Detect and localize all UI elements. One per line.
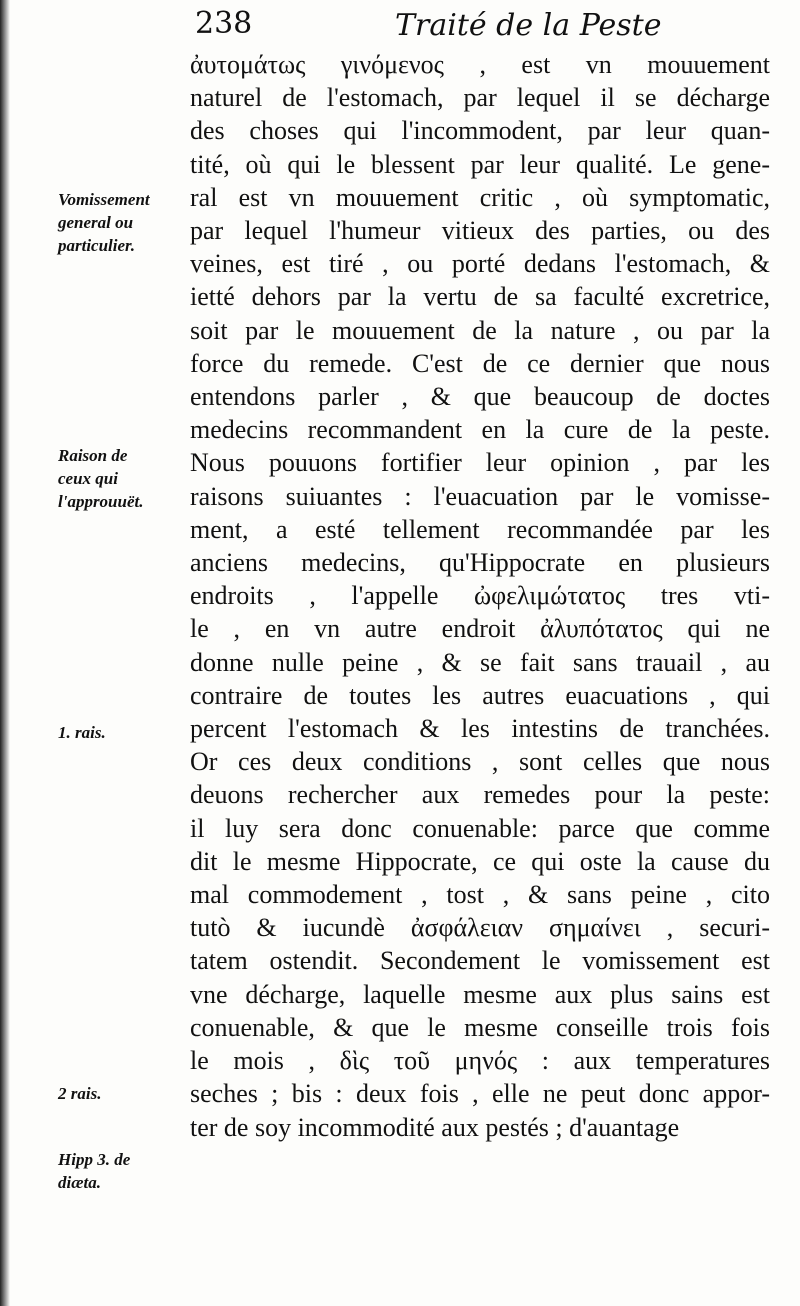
text-line: mal commodement , tost , & sans peine , cito (190, 880, 770, 910)
text-line: Nous pouuons fortifier leur opinion , par les (190, 448, 770, 478)
text-line: vne décharge, laquelle mesme aux plus sains est (190, 979, 770, 1009)
page-header (195, 6, 795, 46)
text-line: medecins recommandent en la cure de la peste. (190, 415, 770, 445)
text-line: veines, est tiré , ou porté dedans l'estomach, & (190, 249, 770, 279)
text-line: le , en vn autre endroit ἀλυπότατος qui ne (190, 614, 770, 644)
margin-note-line: diæta. (58, 1173, 101, 1192)
text-line: conuenable, & que le mesme conseille trois fois (190, 1012, 770, 1042)
text-line: ietté dehors par la vertu de sa faculté excretrice, (190, 282, 770, 312)
text-line: entendons parler , & que beaucoup de doctes (190, 382, 770, 412)
text-line: tité, où qui le blessent par leur qualité. Le gene- (190, 149, 770, 179)
margin-note (58, 188, 183, 257)
page-gutter-shadow (0, 0, 10, 1306)
text-line: donne nulle peine , & se fait sans trauail , au (190, 647, 770, 677)
margin-note-line: l'approuuët. (58, 492, 144, 511)
text-line: percent l'estomach & les intestins de tranchées. (190, 714, 770, 744)
text-line: endroits , l'appelle ὠφελιμώτατος tres vti- (190, 581, 770, 611)
margin-note-line: 2 rais. (58, 1084, 102, 1103)
text-line: ter de soy incommodité aux pestés ; d'auantage (190, 1112, 680, 1142)
text-line: naturel de l'estomach, par lequel il se décharge (190, 83, 770, 113)
text-line: le mois , δὶς τοῦ μηνός : aux temperatures (190, 1046, 770, 1076)
text-line: force du remede. C'est de ce dernier que nous (190, 348, 770, 378)
margin-note-line: Hipp 3. de (58, 1150, 131, 1169)
text-line: par lequel l'humeur vitieux des parties, ou des (190, 216, 770, 246)
text-line: contraire de toutes les autres euacuations , qui (190, 680, 770, 710)
margin-note (58, 444, 183, 513)
margin-note-line: Raison de (58, 446, 128, 465)
margin-note-line: Vomissement (58, 190, 150, 209)
text-line: ral est vn mouuement critic , où symptomatic, (190, 182, 770, 212)
margin-note-line: 1. rais. (58, 723, 106, 742)
text-line: Or ces deux conditions , sont celles que nous (190, 747, 770, 777)
text-line: raisons suiuantes : l'euacuation par le vomisse- (190, 481, 770, 511)
margin-note-line: ceux qui (58, 469, 118, 488)
text-line: ment, a esté tellement recommandée par les (190, 514, 770, 544)
text-line: deuons rechercher aux remedes pour la peste: (190, 780, 770, 810)
text-line: des choses qui l'incommodent, par leur quan- (190, 116, 770, 146)
margin-note (58, 721, 183, 744)
text-line: ἀυτομάτως γινόμενος , est vn mouuement (190, 50, 770, 79)
text-line: soit par le mouuement de la nature , ou par la (190, 315, 770, 345)
text-line: dit le mesme Hippocrate, ce qui oste la cause du (190, 846, 770, 876)
text-line: anciens medecins, qu'Hippocrate en plusieurs (190, 548, 770, 578)
margin-note (58, 1148, 183, 1194)
text-line: seches ; bis : deux fois , elle ne peut donc appor- (190, 1079, 770, 1109)
body-text (190, 48, 770, 1144)
text-line: tutò & iucundè ἀσφάλειαν σημαίνει , securi- (190, 913, 770, 943)
running-title: Traité de la Peste (395, 8, 662, 43)
margin-note-line: general ou (58, 213, 134, 232)
margin-note (58, 1082, 183, 1105)
margin-note-line: particulier. (58, 236, 135, 255)
text-line: tatem ostendit. Secondement le vomissement est (190, 946, 770, 976)
text-line: il luy sera donc conuenable: parce que comme (190, 813, 770, 843)
page-number: 238 (195, 6, 253, 41)
